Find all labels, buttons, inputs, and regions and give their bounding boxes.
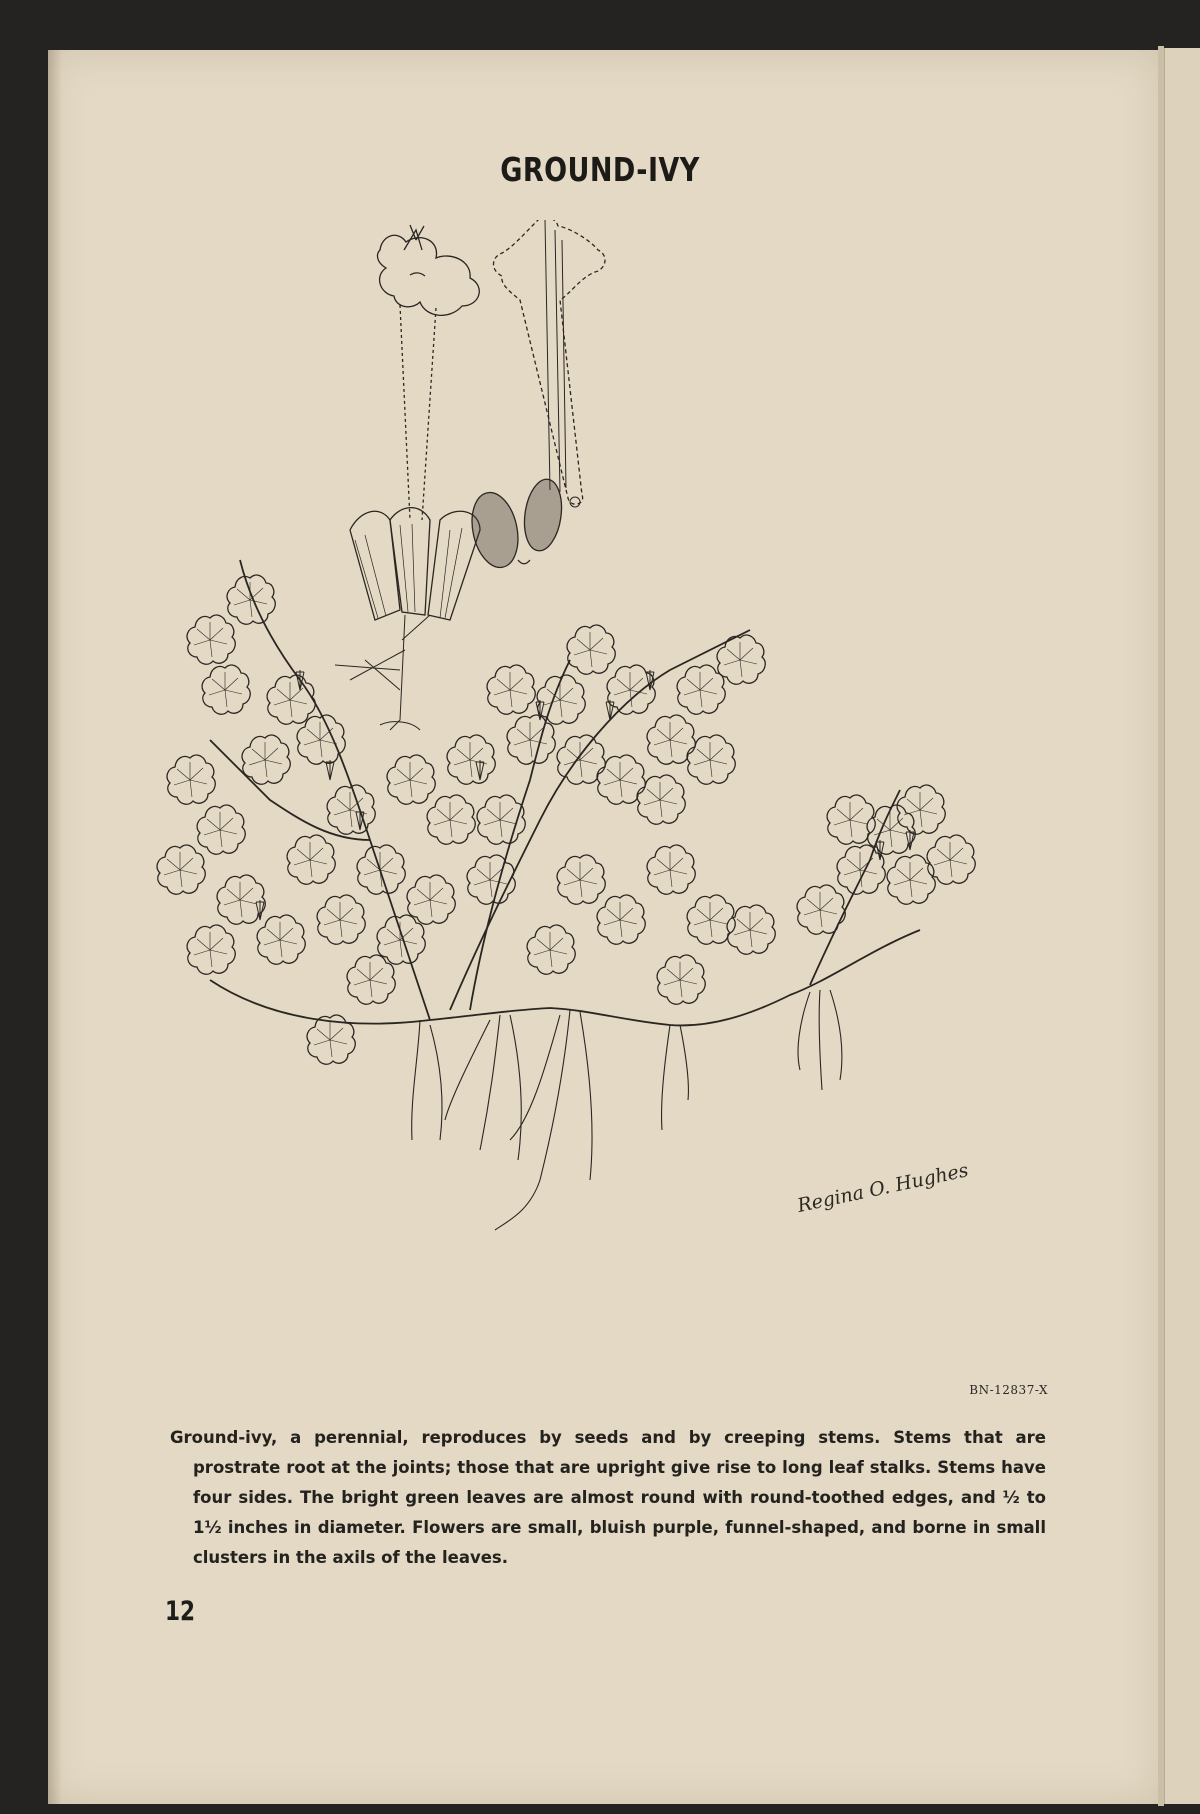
page-shadow [48,50,62,1804]
leaves [157,575,975,1064]
seeds [466,477,566,572]
creeping-stem [210,560,920,1025]
page-number: 12 [165,1596,196,1627]
calyx-cluster [335,508,480,730]
facing-page-edge [1164,48,1200,1804]
ground-ivy-illustration [150,220,1050,1370]
page-title: GROUND-IVY [500,150,700,189]
reference-code: BN-12837-X [969,1383,1048,1397]
plant-description: Ground-ivy, a perennial, reproduces by seeds and by creeping stems. Stems that are prostrate root at the joints; those that are upright give rise to long leaf stalks. Stems have four sides. The bright green leaves are almost round with round-toothed edges, and ½ to 1½ inches in diameter. Flowers are small, bluish purple, funnel-shaped, and borne in small clusters in the axils of the leaves. [170,1428,1046,1567]
roots [412,990,842,1230]
corolla-section [494,220,606,507]
artist-signature: Regina O. Hughes [795,1159,971,1217]
flower-side-view [378,225,480,520]
